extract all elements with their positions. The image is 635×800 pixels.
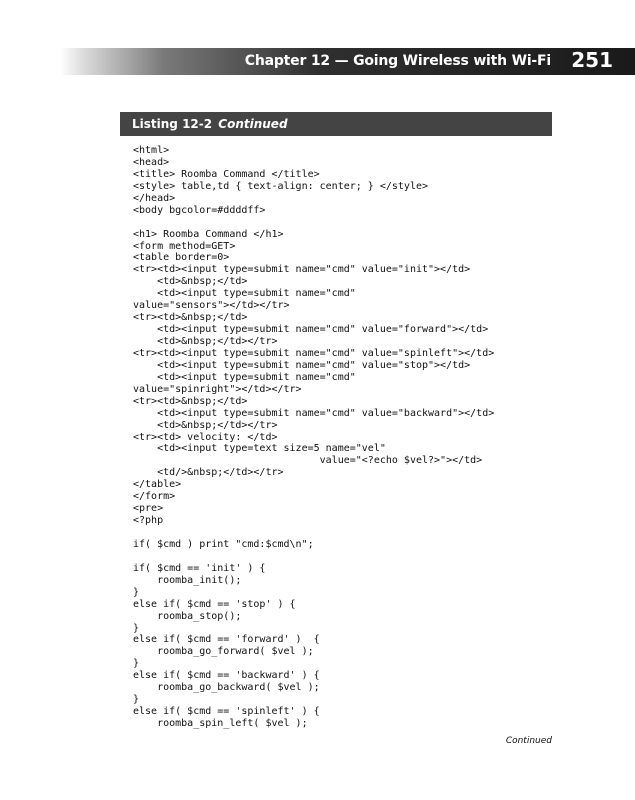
code-line: <table border=0> — [133, 252, 230, 264]
code-line: <h1> Roomba Command </h1> — [133, 228, 284, 240]
code-line: <td><input type=submit name="cmd" value="backward"></td> — [133, 407, 495, 419]
code-line: <tr><td><input type=submit name="cmd" value="spinleft"></td> — [133, 347, 495, 359]
code-line: <td/>&nbsp;</td></tr> — [133, 467, 284, 479]
code-line: else if( $cmd == 'spinleft' ) { — [133, 706, 320, 718]
code-line: <html> — [133, 145, 170, 156]
code-line: <head> — [133, 156, 170, 168]
code-line: <style> table,td { text-align: center; } </style> — [133, 180, 429, 192]
code-line: roomba_go_backward( $vel ); — [133, 682, 320, 694]
listing-caption — [132, 116, 288, 132]
code-line: value="sensors"></td></tr> — [133, 300, 290, 312]
code-line: <td>&nbsp;</td></tr> — [133, 419, 278, 431]
code-line: roomba_go_forward( $vel ); — [133, 646, 314, 658]
running-header — [60, 48, 635, 75]
code-line: <td><input type=submit name="cmd" value="forward"></td> — [133, 324, 489, 336]
listing-number: Listing 12-2 — [132, 117, 213, 131]
code-line: else if( $cmd == 'stop' ) { — [133, 598, 296, 610]
code-line: <tr><td>&nbsp;</td> — [133, 312, 248, 324]
code-line: } — [133, 622, 140, 634]
code-line: <tr><td><input type=submit name="cmd" value="init"></td> — [133, 264, 471, 276]
code-line: <body bgcolor=#ddddff> — [133, 204, 266, 216]
code-line: <title> Roomba Command </title> — [133, 168, 320, 180]
listing-continued-label: Continued — [218, 117, 288, 131]
code-line — [133, 551, 573, 563]
code-line: roomba_spin_left( $vel ); — [133, 718, 308, 729]
code-line: else if( $cmd == 'backward' ) { — [133, 670, 320, 682]
listing-caption-bar — [120, 112, 552, 136]
code-line: <td>&nbsp;</td></tr> — [133, 336, 278, 347]
code-line: <?php — [133, 515, 164, 527]
code-line: if( $cmd ) print "cmd:$cmd\n"; — [133, 538, 314, 550]
code-listing — [133, 145, 573, 730]
code-line: </head> — [133, 192, 176, 204]
code-line: <td><input type=submit name="cmd" — [133, 288, 356, 300]
code-line: value="spinright"></td></tr> — [133, 383, 302, 395]
code-line: } — [133, 658, 140, 670]
code-line: if( $cmd == 'init' ) { — [133, 562, 266, 574]
code-line: <td><input type=submit name="cmd" value="stop"></td> — [133, 359, 471, 371]
code-line: <tr><td>&nbsp;</td> — [133, 395, 248, 407]
code-line: } — [133, 694, 140, 706]
code-line: } — [133, 586, 140, 598]
code-line: <form method=GET> — [133, 240, 236, 252]
code-line: <td>&nbsp;</td> — [133, 276, 248, 288]
code-line: roomba_stop(); — [133, 610, 242, 622]
code-line: <td><input type=submit name="cmd" — [133, 371, 356, 383]
code-line — [133, 527, 573, 539]
code-line: </table> — [133, 479, 182, 491]
code-line: else if( $cmd == 'forward' ) { — [133, 634, 320, 646]
page-number: 251 — [571, 48, 613, 72]
chapter-title: Chapter 12 — Going Wireless with Wi-Fi — [244, 53, 551, 69]
code-line: <pre> — [133, 503, 164, 515]
code-line: value="<?echo $vel?>"></td> — [133, 455, 483, 467]
code-line: <td><input type=text size=5 name="vel" — [133, 443, 386, 455]
continued-footer: Continued — [505, 736, 552, 746]
code-line — [133, 217, 573, 229]
code-line: </form> — [133, 491, 176, 503]
code-line: roomba_init(); — [133, 574, 242, 586]
code-line: <tr><td> velocity: </td> — [133, 431, 278, 443]
